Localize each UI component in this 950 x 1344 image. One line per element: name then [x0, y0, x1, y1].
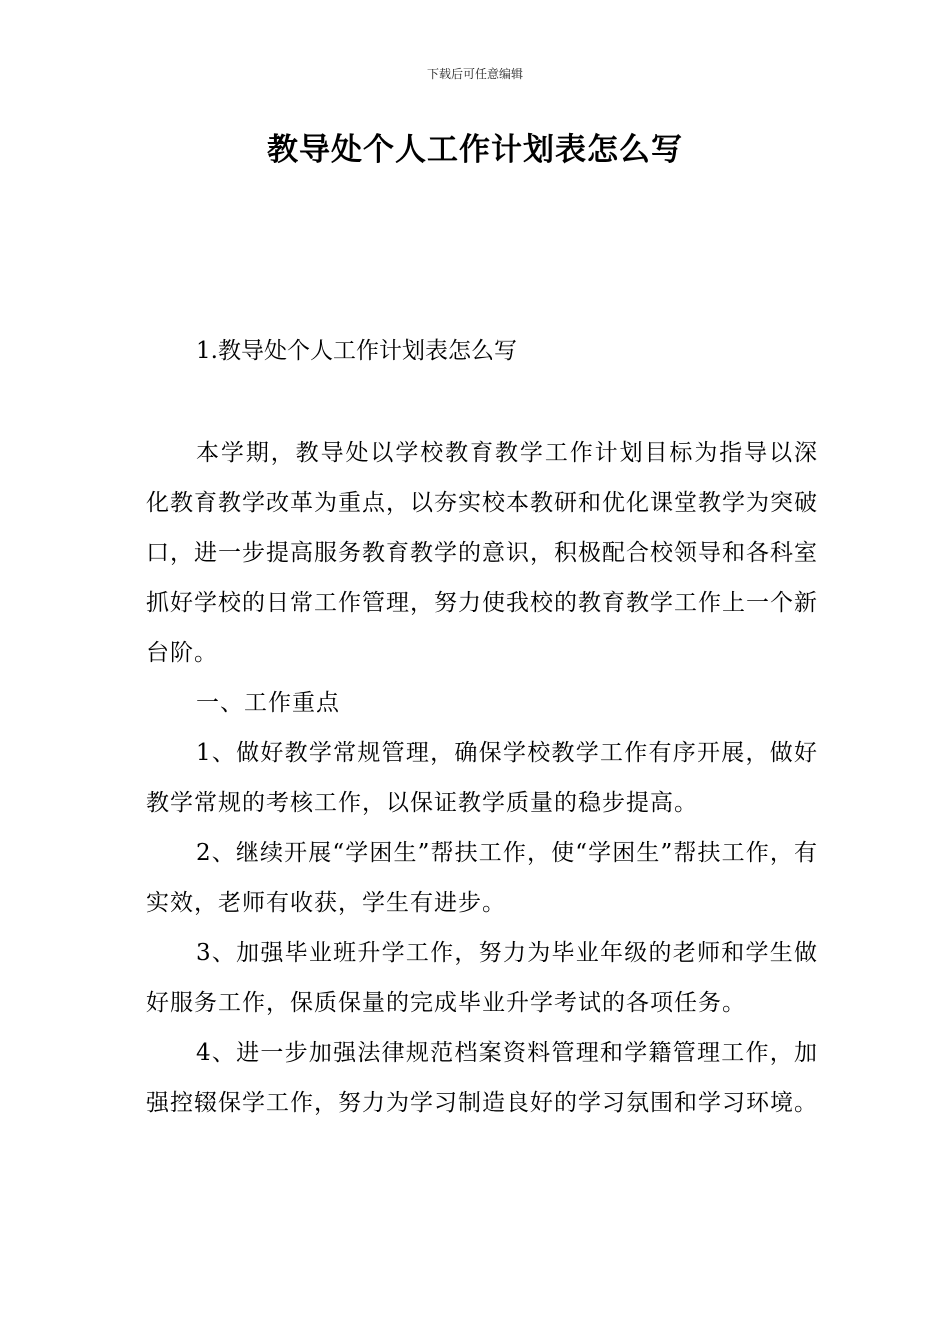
- list-item: 2、继续开展“学困生”帮扶工作，使“学困生”帮扶工作，有实效，老师有收获，学生有进步。: [146, 840, 818, 916]
- intro-paragraph: 本学期，教导处以学校教育教学工作计划目标为指导以深化教育教学改革为重点，以夯实校本教研和优化课堂教学为突破口，进一步提高服务教育教学的意识，积极配合校领导和各科室抓好学校的日常工作管理，努力使我校的教育教学工作上一个新台阶。: [146, 440, 818, 666]
- list-item: 3、加强毕业班升学工作，努力为毕业年级的老师和学生做好服务工作，保质保量的完成毕业升学考试的各项任务。: [146, 940, 818, 1016]
- list-item: 1、做好教学常规管理，确保学校教学工作有序开展，做好教学常规的考核工作，以保证教学质量的稳步提高。: [146, 740, 818, 816]
- header-note: 下载后可任意编辑: [426, 67, 523, 81]
- document-body: [146, 428, 818, 1128]
- list-item: 4、进一步加强法律规范档案资料管理和学籍管理工作，加强控辍保学工作，努力为学习制造良好的学习氛围和学习环境。: [146, 1040, 818, 1116]
- document-title: 教导处个人工作计划表怎么写: [267, 132, 683, 168]
- section-heading: 1.教导处个人工作计划表怎么写: [196, 338, 517, 364]
- key-points-heading: 一、工作重点: [196, 690, 340, 716]
